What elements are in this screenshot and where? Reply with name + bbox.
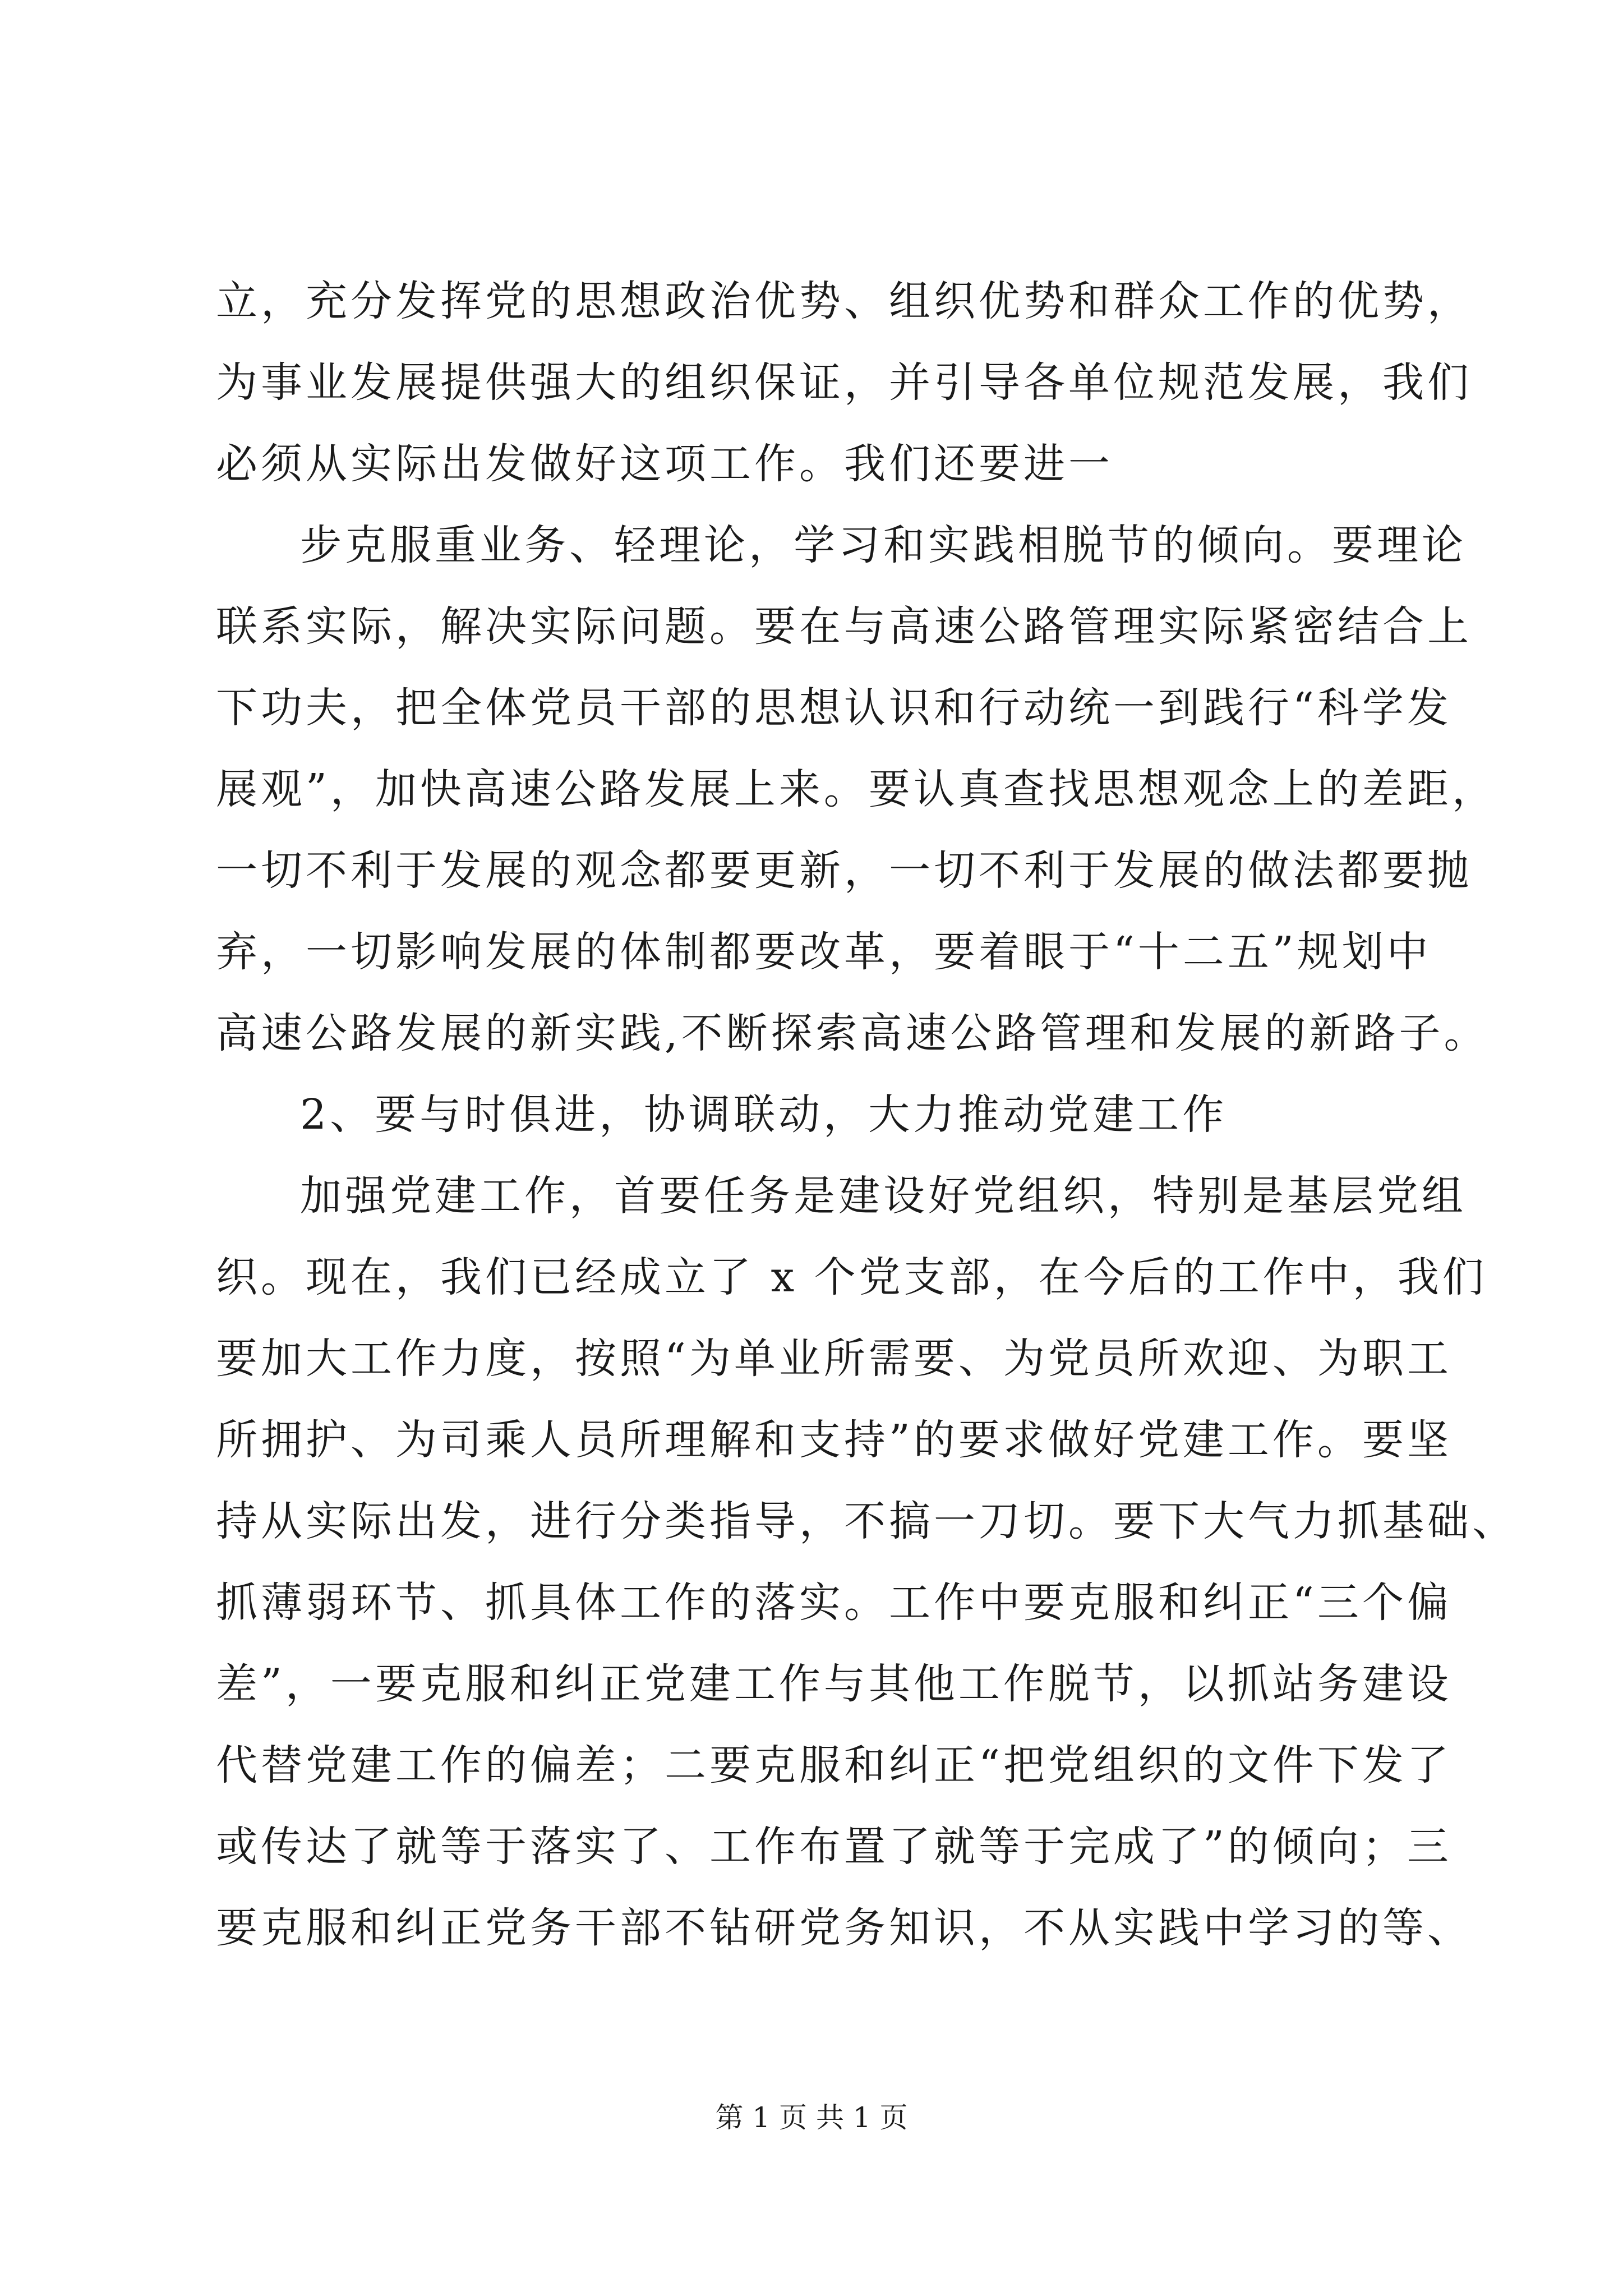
- text-line: 步克服重业务、轻理论，学习和实践相脱节的倾向。要理论: [300, 521, 1467, 569]
- page-footer: 第 1 页 共 1 页: [715, 2101, 908, 2134]
- text-line: 差”，一要克服和纠正党建工作与其他工作脱节，以抓站务建设: [216, 1660, 1452, 1708]
- text-line: 要克服和纠正党务干部不钻研党务知识，不从实践中学习的等、: [216, 1904, 1472, 1952]
- text-line: 要加大工作力度，按照“为单业所需要、为党员所欢迎、为职工: [216, 1335, 1452, 1383]
- text-line: 或传达了就等于落实了、工作布置了就等于完成了”的倾向；三: [216, 1823, 1452, 1871]
- text-line: 抓薄弱环节、抓具体工作的落实。工作中要克服和纠正“三个偏: [216, 1579, 1452, 1627]
- text-line: 加强党建工作，首要任务是建设好党组织，特别是基层党组: [300, 1172, 1467, 1220]
- text-line: 联系实际，解决实际问题。要在与高速公路管理实际紧密结合上: [216, 602, 1472, 651]
- text-line: 必须从实际出发做好这项工作。我们还要进一: [216, 440, 1113, 488]
- text-line: 为事业发展提供强大的组织保证，并引导各单位规范发展，我们: [216, 358, 1472, 407]
- text-line: 织。现在，我们已经成立了 x 个党支部，在今后的工作中，我们: [216, 1253, 1487, 1301]
- text-line: 代替党建工作的偏差；二要克服和纠正“把党组织的文件下发了: [216, 1741, 1452, 1789]
- text-line: 高速公路发展的新实践,不断探索高速公路管理和发展的新路子。: [216, 1009, 1489, 1057]
- text-line: 下功夫，把全体党员干部的思想认识和行动统一到践行“科学发: [216, 684, 1452, 732]
- text-line: 展观”，加快高速公路发展上来。要认真查找思想观念上的差距，: [216, 765, 1497, 813]
- paragraph-2: [216, 505, 1497, 1074]
- section-heading: 2、要与时俱进，协调联动，大力推动党建工作: [300, 1091, 1228, 1139]
- text-line: 弃，一切影响发展的体制都要改革，要着眼于“十二五”规划中: [216, 928, 1432, 976]
- paragraph-3: [216, 1156, 1517, 1969]
- text-line: 立，充分发挥党的思想政治优势、组织优势和群众工作的优势，: [216, 277, 1472, 325]
- text-line: 所拥护、为司乘人员所理解和支持”的要求做好党建工作。要坚: [216, 1416, 1452, 1464]
- text-line: 持从实际出发，进行分类指导，不搞一刀切。要下大气力抓基础、: [216, 1497, 1517, 1545]
- paragraph-1: [216, 261, 1472, 505]
- document-body: [216, 261, 1517, 1969]
- text-line: 一切不利于发展的观念都要更新，一切不利于发展的做法都要抛: [216, 846, 1472, 895]
